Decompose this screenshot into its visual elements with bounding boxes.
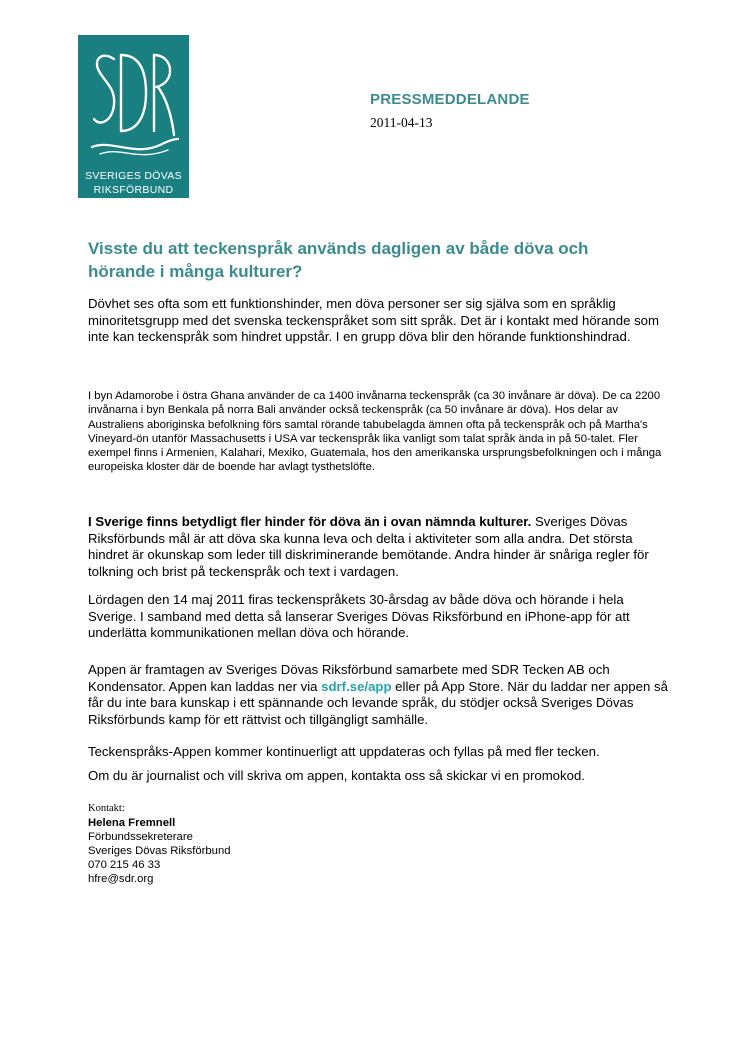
paragraph-journalists: Om du är journalist och vill skriva om appen, kontakta oss så skickar vi en promokod. [88, 768, 585, 783]
paragraph-anniversary: Lördagen den 14 maj 2011 firas teckenspråkets 30-årsdag av både döva och hörande i hela Sverige. I samband med detta så lanserar Sveriges Dövas Riksförbund en iPhone-app för att underlätta kommunikationen mellan döva och hörande. [88, 592, 630, 640]
contact-organization: Sveriges Dövas Riksförbund [88, 845, 231, 857]
sdr-logo-mark [78, 35, 189, 170]
app-link[interactable]: sdrf.se/app [321, 678, 392, 694]
paragraph-examples: I byn Adamorobe i östra Ghana använder de ca 1400 invånarna teckenspråk (ca 30 invånare är döva). De ca 2200 invånarna i byn Benkala på norra Bali använder också teckenspråk (ca 50 invånare är döva). Hos delar av Australiens aboriginska befolkning förs samtal rörande tabubelagda ämnen ofta på teckenspråk och på Martha's Vineyard-ön utanför Massachusetts i USA var teckenspråk lika vanligt som talat språk ända in på 50-talet. Fler exempel finns i Armenien, Kalahari, Mexiko, Guatemala, hos den amerikanska ursprungsbefolkningen och i många europeiska kloster där de boende har avlagt tysthetslöfte. [88, 390, 662, 474]
paragraph-app [88, 662, 668, 728]
contact-name: Helena Fremnell [88, 817, 176, 829]
paragraph-sweden-lead: I Sverige finns betydligt fler hinder för döva än i ovan nämnda kulturer. [88, 514, 532, 529]
press-release-heading: PRESSMEDDELANDE [370, 91, 530, 108]
logo-line-2: RIKSFÖRBUND [93, 184, 174, 196]
page-title: Visste du att teckenspråk används dagligen av både döva och hörande i många kulturer? [88, 239, 589, 281]
paragraph-updates: Teckenspråks-Appen kommer kontinuerligt att uppdateras och fyllas på med fler tecken. [88, 744, 600, 759]
paragraph-app-after: eller på App Store. När du laddar ner appen så får du inte bara kunskap i ett spännande och levande språk, du stödjer också Sveriges Dövas Riksförbunds kamp för ett rättvist och tillgängligt samhälle. [88, 678, 668, 727]
paragraph-sweden [88, 514, 668, 580]
sdr-logo [78, 35, 189, 198]
contact-role: Förbundssekreterare [88, 831, 193, 843]
paragraph-intro: Dövhet ses ofta som ett funktionshinder, men döva personer ser sig själva som en språklig minoritetsgrupp med det svenska teckenspråket som sitt språk. Det är i kontakt med hörande som inte kan teckenspråk som hindret uppstår. I en grupp döva blir den hörande funktionshindrad. [88, 296, 659, 344]
contact-heading: Kontakt: [88, 803, 125, 814]
paragraph-app-before: Appen är framtagen av Sveriges Dövas Riksförbund samarbete med SDR Tecken AB och Kondensator. Appen kan laddas ner via [88, 662, 610, 694]
press-release-date: 2011-04-13 [370, 115, 433, 130]
paragraph-sweden-body: Sveriges Dövas Riksförbunds mål är att döva ska kunna leva och delta i aktiviteter som alla andra. Det största hindret är okunskap som leder till diskriminerande bemötande. Andra hinder är snåriga regler för tolkning och brist på teckenspråk och text i vardagen. [88, 514, 649, 579]
logo-line-1: SVERIGES DÖVAS [85, 170, 182, 182]
contact-phone: 070 215 46 33 [88, 859, 161, 871]
contact-email[interactable]: hfre@sdr.org [88, 873, 154, 885]
contact-block [88, 802, 231, 886]
